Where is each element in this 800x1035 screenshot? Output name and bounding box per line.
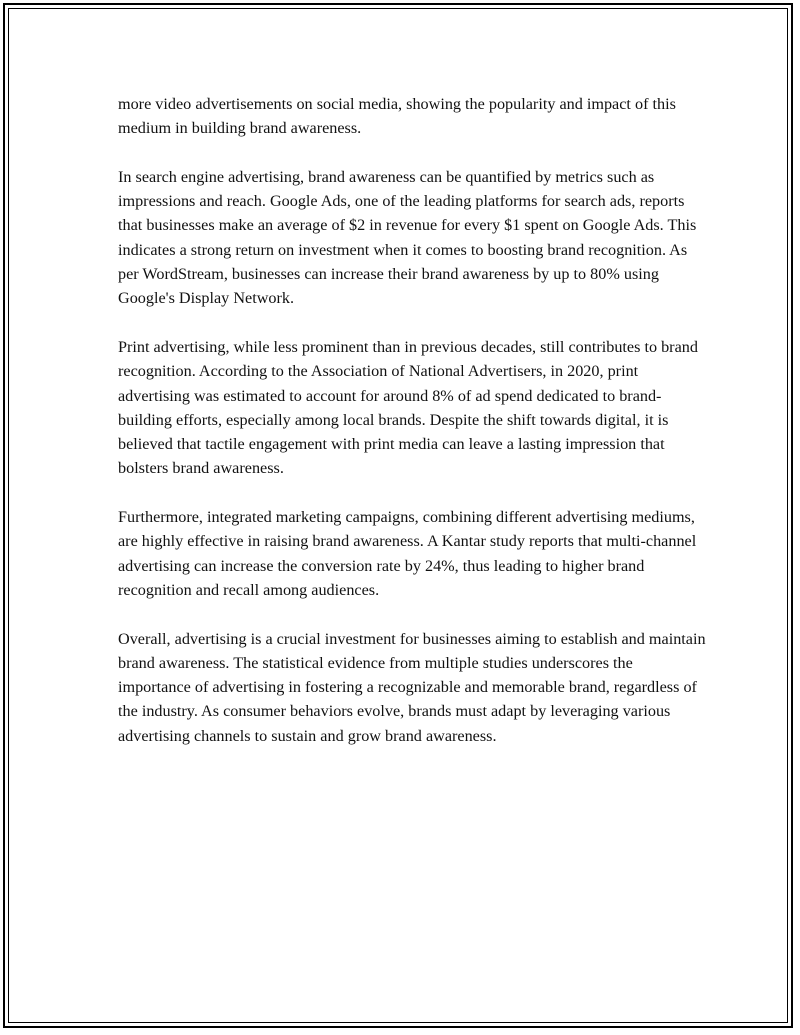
paragraph-video-ads-continued: more video advertisements on social media, showing the popularity and impact of this medium in building brand awareness.	[118, 95, 676, 138]
document-body	[118, 92, 708, 772]
paragraph-search-engine-advertising: In search engine advertising, brand awareness can be quantified by metrics such as impressions and reach. Google Ads, one of the leading platforms for search ads, reports that businesses make an average of $2 in revenue for every $1 spent on Google Ads. This indicates a strong return on investment when it comes to boosting brand recognition. As per WordStream, businesses can increase their brand awareness by up to 80% using Google's Display Network.	[118, 167, 697, 308]
paragraph-conclusion: Overall, advertising is a crucial investment for businesses aiming to establish and maintain brand awareness. The statistical evidence from multiple studies underscores the importance of advertising in fostering a recognizable and memorable brand, regardless of the industry. As consumer behaviors evolve, brands must adapt by leveraging various advertising channels to sustain and grow brand awareness.	[118, 629, 706, 745]
paragraph-integrated-campaigns: Furthermore, integrated marketing campaigns, combining different advertising mediums, are highly effective in raising brand awareness. A Kantar study reports that multi-channel advertising can increase the conversion rate by 24%, thus leading to higher brand recognition and recall among audiences.	[118, 508, 697, 599]
paragraph-print-advertising: Print advertising, while less prominent than in previous decades, still contributes to brand recognition. According to the Association of National Advertisers, in 2020, print advertising was estimated to account for around 8% of ad spend dedicated to brand-building efforts, especially among local brands. Despite the shift towards digital, it is believed that tactile engagement with print media can leave a lasting impression that bolsters brand awareness.	[118, 337, 698, 478]
